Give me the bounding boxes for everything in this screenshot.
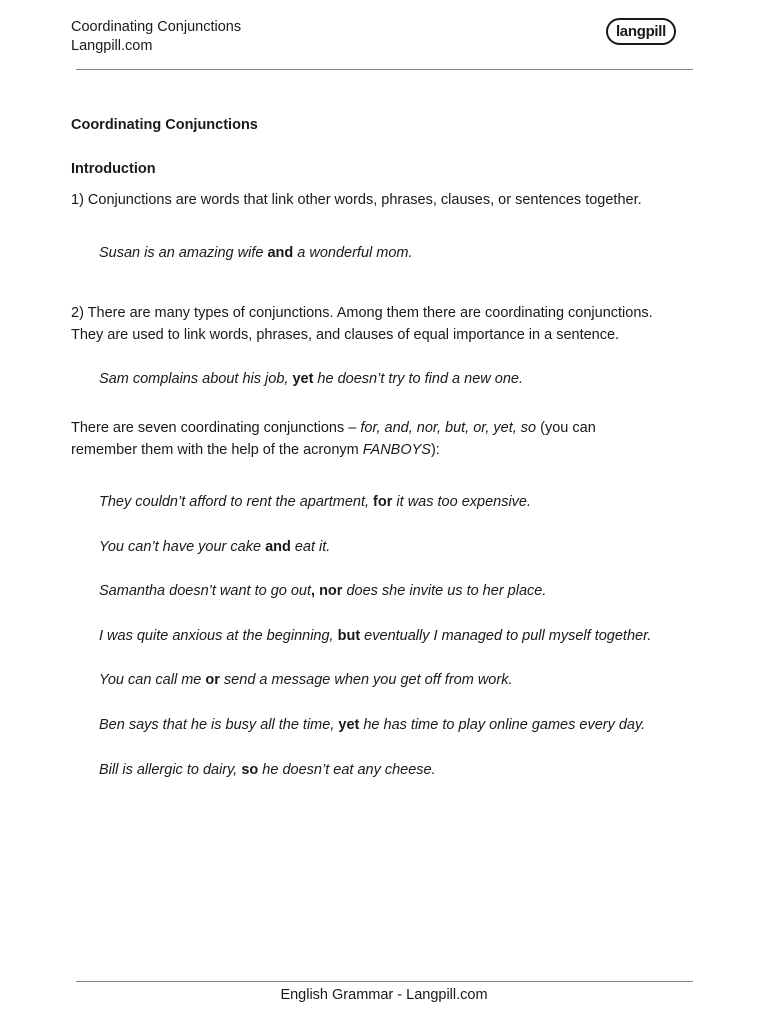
header-title: Coordinating Conjunctions: [71, 19, 242, 35]
conjunction: yet: [292, 371, 314, 387]
paragraph-2: [71, 302, 691, 346]
paragraph-3: [71, 417, 691, 461]
paragraph-2-line-2: They are used to link words, phrases, and clauses of equal importance in a sentence.: [71, 327, 620, 343]
example-sentence-4: You can’t have your cake and eat it.: [99, 539, 331, 555]
conjunction: but: [337, 628, 361, 644]
paragraph-3-line-1: There are seven coordinating conjunctions – for, and, nor, but, or, yet, so (you can: [71, 420, 596, 436]
logo-text: langpill: [615, 23, 667, 40]
conjunction: yet: [338, 717, 360, 733]
paragraph-2-line-1: 2) There are many types of conjunctions. Among them there are coordinating conjunctions.: [71, 305, 653, 321]
conjunction: for: [373, 494, 393, 510]
langpill-logo: [606, 18, 676, 45]
conjunction: and: [265, 539, 291, 555]
fanboys-acronym: FANBOYS: [362, 442, 431, 458]
document-title: Coordinating Conjunctions: [71, 117, 258, 133]
paragraph-1: 1) Conjunctions are words that link other words, phrases, clauses, or sentences together.: [71, 192, 642, 208]
footer-text: English Grammar - Langpill.com: [280, 987, 488, 1003]
example-sentence-9: Bill is allergic to dairy, so he doesn’t eat any cheese.: [99, 762, 436, 778]
paragraph-3-line-2: remember them with the help of the acronym FANBOYS):: [71, 442, 440, 458]
conjunction: or: [205, 672, 220, 688]
example-sentence-8: Ben says that he is busy all the time, yet he has time to play online games every day.: [99, 717, 646, 733]
conjunction: , nor: [311, 583, 343, 599]
example-sentence-1: Susan is an amazing wife and a wonderful mom.: [99, 245, 413, 261]
example-sentence-5: Samantha doesn’t want to go out, nor does she invite us to her place.: [99, 583, 547, 599]
section-heading: Introduction: [71, 161, 156, 177]
footer-divider: [76, 981, 693, 982]
conjunction: and: [267, 245, 294, 261]
example-sentence-6: I was quite anxious at the beginning, but eventually I managed to pull myself together.: [99, 628, 652, 644]
conjunction: so: [241, 762, 259, 778]
example-sentence-7: You can call me or send a message when you get off from work.: [99, 672, 513, 688]
header-site: Langpill.com: [71, 38, 153, 54]
example-sentence-2: Sam complains about his job, yet he doesn’t try to find a new one.: [99, 371, 523, 387]
conjunction-list: for, and, nor, but, or, yet, so: [360, 420, 537, 436]
example-sentence-3: They couldn’t afford to rent the apartment, for it was too expensive.: [99, 494, 532, 510]
header-divider: [76, 69, 693, 70]
